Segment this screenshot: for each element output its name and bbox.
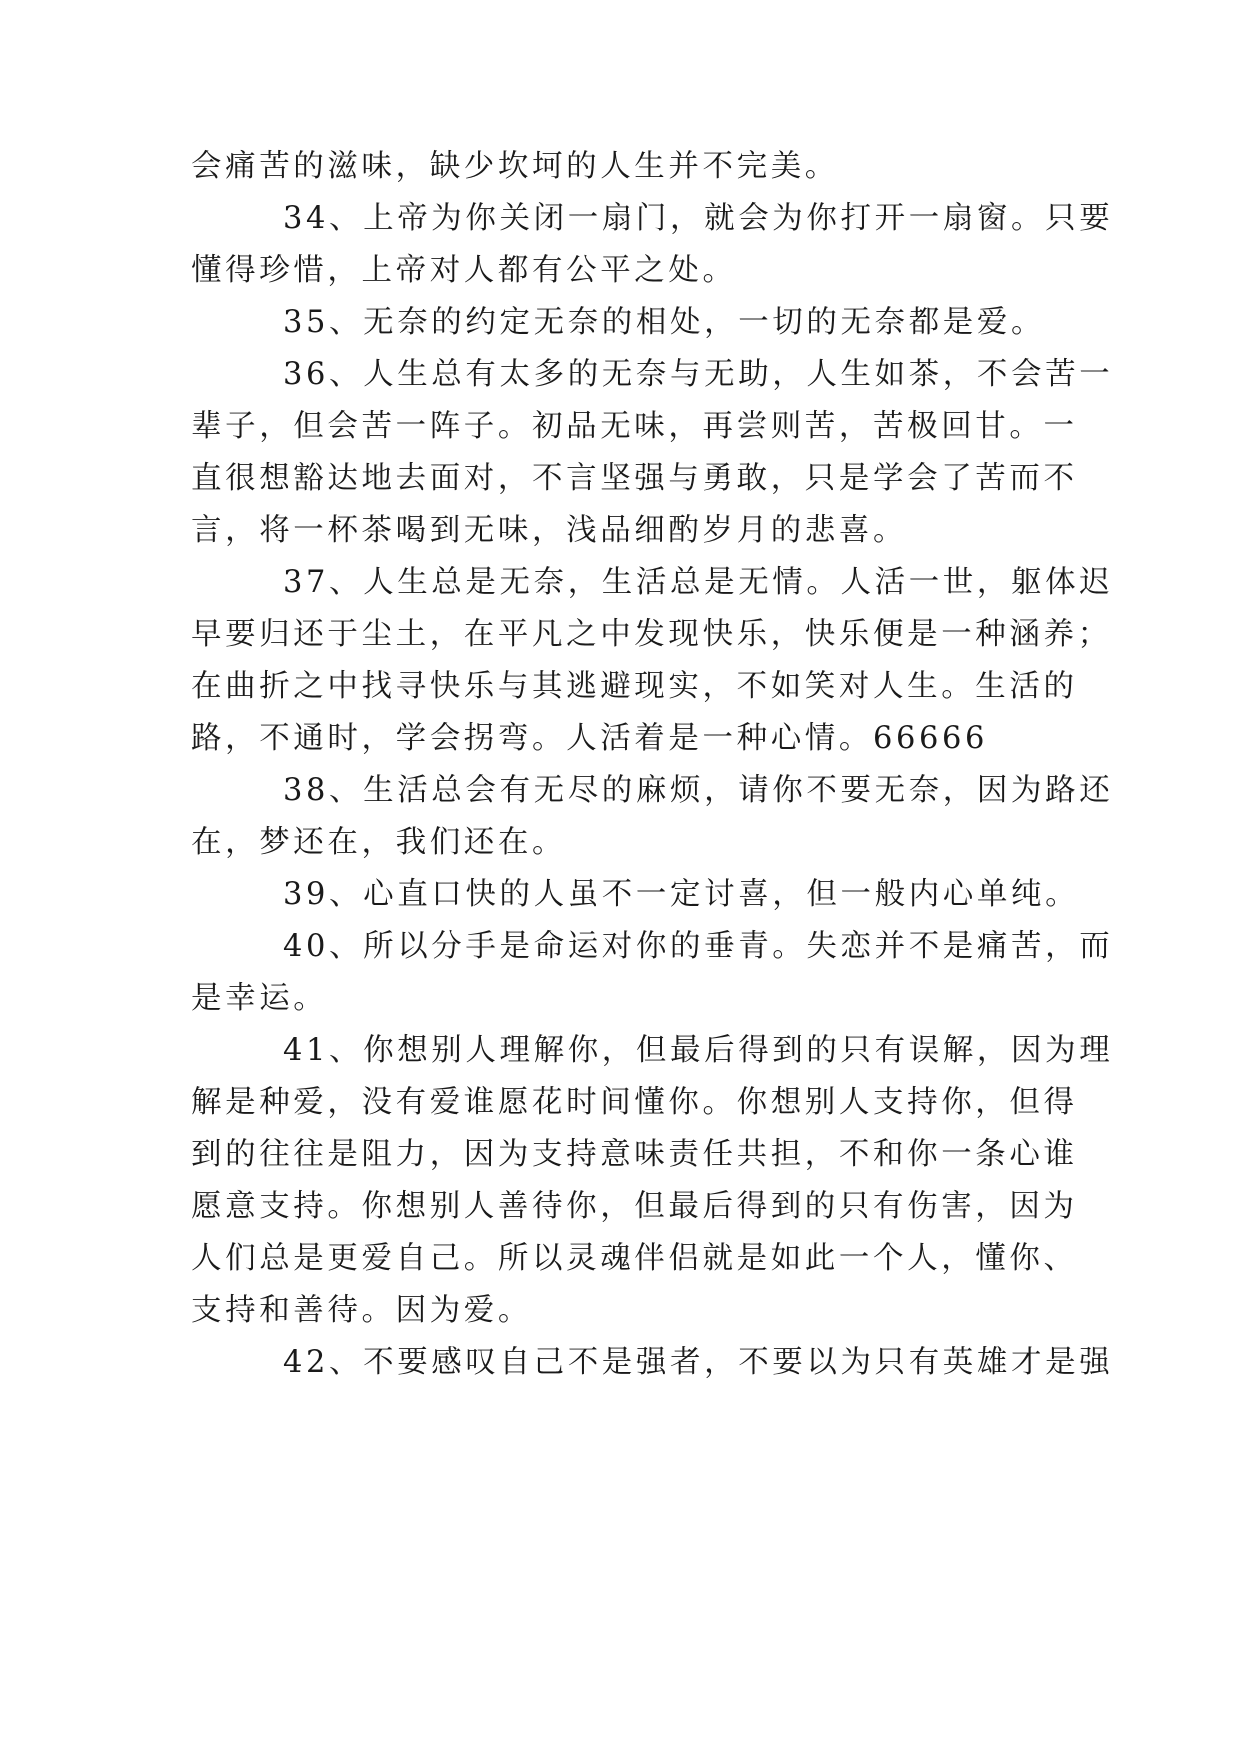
text-line: 人们总是更爱自己。所以灵魂伴侣就是如此一个人，懂你、 [191,1241,1078,1276]
text-line: 35、无奈的约定无奈的相处，一切的无奈都是爱。 [283,305,1046,340]
text-line: 42、不要感叹自己不是强者，不要以为只有英雄才是强 [283,1345,1114,1380]
text-line: 懂得珍惜，上帝对人都有公平之处。 [191,253,737,288]
text-line: 路，不通时，学会拐弯。人活着是一种心情。66666 [191,721,989,756]
text-line: 解是种爱，没有爱谁愿花时间懂你。你想别人支持你，但得 [191,1085,1078,1120]
text-line: 39、心直口快的人虽不一定讨喜，但一般内心单纯。 [283,877,1080,912]
text-line: 34、上帝为你关闭一扇门，就会为你打开一扇窗。只要 [283,201,1114,236]
text-line: 37、人生总是无奈，生活总是无情。人活一世，躯体迟 [283,565,1114,600]
text-line: 直很想豁达地去面对，不言坚强与勇敢，只是学会了苦而不 [191,461,1078,496]
text-line: 早要归还于尘土，在平凡之中发现快乐，快乐便是一种涵养； [191,617,1112,652]
text-line: 41、你想别人理解你，但最后得到的只有误解，因为理 [283,1033,1114,1068]
text-line: 38、生活总会有无尽的麻烦，请你不要无奈，因为路还 [283,773,1114,808]
text-line: 在，梦还在，我们还在。 [191,825,567,860]
text-line: 在曲折之中找寻快乐与其逃避现实，不如笑对人生。生活的 [191,669,1078,704]
text-line: 愿意支持。你想别人善待你，但最后得到的只有伤害，因为 [191,1189,1078,1224]
text-line: 40、所以分手是命运对你的垂青。失恋并不是痛苦，而 [283,929,1114,964]
text-line: 是幸运。 [191,981,328,1016]
text-line: 到的往往是阻力，因为支持意味责任共担，不和你一条心谁 [191,1137,1078,1172]
text-line: 辈子，但会苦一阵子。初品无味，再尝则苦，苦极回甘。一 [191,409,1078,444]
text-line: 36、人生总有太多的无奈与无助，人生如茶，不会苦一 [283,357,1114,392]
text-line: 会痛苦的滋味，缺少坎坷的人生并不完美。 [191,149,839,184]
text-line: 言，将一杯茶喝到无味，浅品细酌岁月的悲喜。 [191,513,908,548]
text-line: 支持和善待。因为爱。 [191,1293,532,1328]
